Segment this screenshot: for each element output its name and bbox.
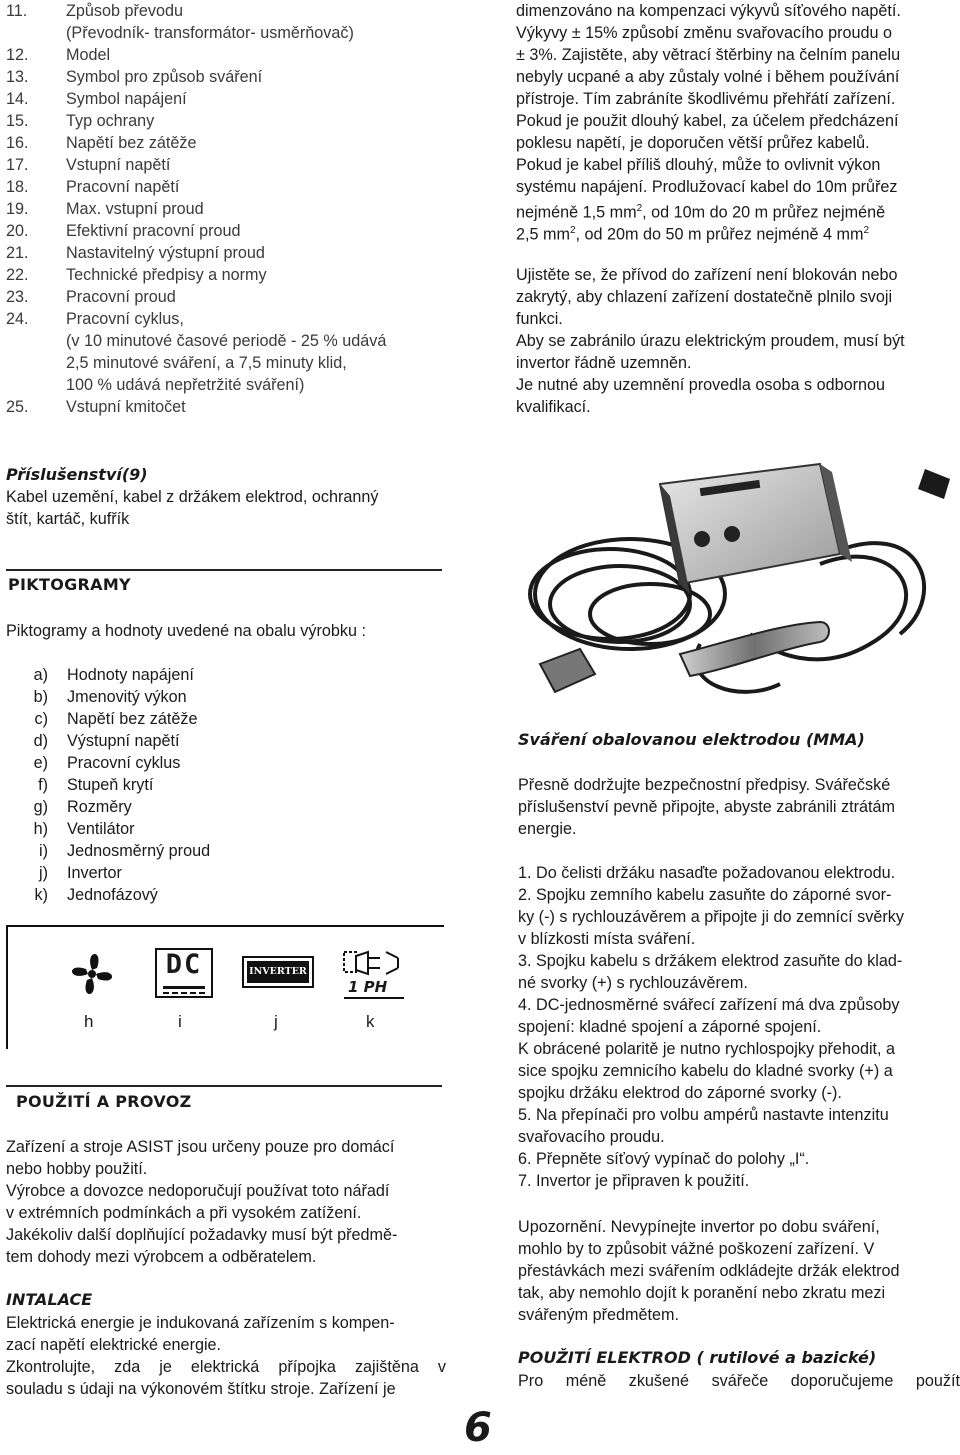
text-line: spojení: kladné spojení a záporné spojení. [518, 1018, 822, 1036]
single-phase-label: 1 PH [348, 978, 388, 996]
spec-list-item [6, 44, 446, 66]
spec-list-text: Napětí bez zátěže [66, 134, 197, 152]
cable-line-1: nejméně 1,5 $mm^2$, od 10m do 20 m průřez nejméně [516, 203, 886, 222]
spec-list-text: 100 % udává nepřetržité sváření) [66, 376, 305, 394]
text-line: přestávkách mezi svářením odkládejte držák elektrod [518, 1262, 900, 1280]
pictogram-description: Stupeň krytí [67, 776, 154, 794]
safety-text [516, 264, 959, 418]
text-line: sice spojku zemnicího kabelu do kladné svorky (+) a [518, 1062, 893, 1080]
spec-list-number: 17. [6, 156, 29, 174]
text-line: svářeným předmětem. [518, 1306, 680, 1324]
text-line: 3. Spojku kabelu s držákem elektrod zasuňte do klad- [518, 952, 903, 970]
page-number: 6 [464, 1405, 492, 1451]
text-line: né svorky (+) s rychlouzávěrem. [518, 974, 748, 992]
text-line: systému napájení. Prodlužovací kabel do 10m průřez [516, 178, 898, 196]
text-line: 5. Na přepínači pro volbu ampérů nastavte intenzitu [518, 1106, 889, 1124]
accessories-heading: Příslušenství(9) [6, 465, 148, 484]
text-line: Přesně dodržujte bezpečnostní předpisy. Svářečské [518, 776, 891, 794]
spec-list-number: 12. [6, 46, 29, 64]
spec-list-number: 13. [6, 68, 29, 86]
install-text: Elektrická energie je indukovaná zařízením s kompen- zací napětí elektrické energie. Zkontrolujte, zda je elektrická přípojka zajištěna v souladu s údaji na výkonovém štítku stroje. Zařízení je [6, 1314, 446, 1398]
text-line: funkci. [516, 310, 563, 328]
pictogram-letter: f) [38, 776, 48, 794]
pictogram-list-item [6, 818, 306, 840]
pictogram-letter: e) [33, 754, 48, 772]
spec-list-item [6, 154, 446, 176]
pictogram-description: Jednosměrný proud [67, 842, 211, 860]
spec-list-number: 23. [6, 288, 29, 306]
text-line: energie. [518, 820, 577, 838]
text-line: Aby se zabránilo úrazu elektrickým proudem, musí být [516, 332, 905, 350]
pictogram-list-item [6, 884, 306, 906]
pictogram-letter: k) [34, 886, 48, 904]
spec-list-text: Symbol pro způsob sváření [66, 68, 263, 86]
install-heading: INTALACE [6, 1290, 93, 1309]
spec-list-item [6, 132, 446, 154]
mains-text [516, 0, 959, 198]
pictogram-description: Napětí bez zátěže [67, 710, 198, 728]
pictogram-description: Rozměry [67, 798, 132, 816]
pictogram-letter: a) [33, 666, 48, 684]
text-line: svařovacího proudu. [518, 1128, 665, 1146]
pictogram-letter: i) [39, 842, 48, 860]
spec-list-number: 15. [6, 112, 29, 130]
spec-list-text: Pracovní proud [66, 288, 176, 306]
pictogram-description: Pracovní cyklus [67, 754, 181, 772]
spec-list-item [6, 110, 446, 132]
spec-list-number: 18. [6, 178, 29, 196]
pictogram-letter: g) [33, 798, 48, 816]
text-line: mohlo by to způsobit vážné poškození zařízení. V [518, 1240, 875, 1258]
spec-list-number: 22. [6, 266, 29, 284]
spec-list-text: 2,5 minutové sváření, a 7,5 minuty klid, [66, 354, 347, 372]
mma-heading: Sváření obalovanou elektrodou (MMA) [518, 730, 865, 749]
inverter-welder-photo [520, 444, 960, 716]
pictogram-description: Hodnoty napájení [67, 666, 194, 684]
use-heading: POUŽITÍ A PROVOZ [16, 1092, 192, 1111]
spec-list-number: 14. [6, 90, 29, 108]
accessories-text: Kabel uzemění, kabel z držákem elektrod, ochranný štít, kartáč, kufřík [6, 488, 379, 528]
pictogram-list-item [6, 840, 306, 862]
pict-letter-h: h [84, 1012, 94, 1031]
pictogram-list-item [6, 664, 306, 686]
text-line: ky (-) s rychlouzávěrem a připojte ji do zemnící svěrky [518, 908, 904, 926]
spec-list-number: 21. [6, 244, 29, 262]
text-line: Pokud je použit dlouhý kabel, za účelem předcházení [516, 112, 899, 130]
text-line: Upozornění. Nevypínejte invertor po dobu sváření, [518, 1218, 880, 1236]
pictogram-description: Jednofázový [67, 886, 158, 904]
spec-list-text: (Převodník- transformátor- usměrňovač) [66, 24, 354, 42]
pict-letter-i: i [178, 1012, 182, 1031]
pictogram-list [6, 664, 306, 906]
pictogram-description: Invertor [67, 864, 122, 882]
pictogram-list-item [6, 862, 306, 884]
spec-list-text: Vstupní napětí [66, 156, 171, 174]
spec-list-text: Způsob převodu [66, 2, 183, 20]
pictogram-list-item [6, 730, 306, 752]
spec-list-item [6, 220, 446, 242]
pictogram-list-item [6, 708, 306, 730]
spec-list-number: 24. [6, 310, 29, 328]
pictogram-letter: h) [33, 820, 48, 838]
text-line: spojku držáku elektrod do záporné svorky (-). [518, 1084, 842, 1102]
spec-list-item [6, 286, 446, 308]
spec-list-number: 19. [6, 200, 29, 218]
spec-list-number: 20. [6, 222, 29, 240]
spec-list-number: 25. [6, 398, 29, 416]
cable-line-2: 2,5 $mm^2$, od 20m do 50 m průřez nejméně 4 $mm^2$ [516, 225, 870, 244]
spec-list-item [6, 176, 446, 198]
dc-current-icon: DC [155, 948, 213, 998]
spec-list-item [6, 88, 446, 110]
pictogram-description: Výstupní napětí [67, 732, 180, 750]
mma-intro-text [518, 774, 960, 840]
spec-list-text: Technické předpisy a normy [66, 266, 267, 284]
spec-list-item [6, 66, 446, 88]
pictograms-intro: Piktogramy a hodnoty uvedené na obalu výrobku : [6, 622, 366, 640]
text-line: 4. DC-jednosměrné svářecí zařízení má dva způsoby [518, 996, 900, 1014]
text-line: Ujistěte se, že přívod do zařízení není blokován nebo [516, 266, 898, 284]
spec-list-text: Pracovní cyklus, [66, 310, 184, 328]
text-line: ± 3%. Zajistěte, aby větrací štěrbiny na čelním panelu [516, 46, 901, 64]
pict-letter-k: k [366, 1012, 375, 1031]
spec-list-text: (v 10 minutové časové periodě - 25 % udává [66, 332, 387, 350]
pictogram-letter: d) [33, 732, 48, 750]
text-line: nebyly ucpané a aby zůstaly volné i během používání [516, 68, 900, 86]
spec-list-number: 11. [6, 2, 28, 20]
fan-icon [64, 946, 120, 1002]
text-line: v blízkosti místa sváření. [518, 930, 696, 948]
text-line: Je nutné aby uzemnění provedla osoba s odbornou [516, 376, 885, 394]
text-line: poklesu napětí, je doporučen větší průřez kabelů. [516, 134, 870, 152]
pictogram-list-item [6, 774, 306, 796]
pictogram-letter: j) [39, 864, 48, 882]
mma-steps [518, 862, 960, 1192]
pictogram-list-item [6, 796, 306, 818]
pictogram-list-item [6, 686, 306, 708]
spec-list-item [6, 242, 446, 264]
electrode-heading: POUŽITÍ ELEKTROD ( rutilové a bazické) [518, 1348, 877, 1367]
spec-list-text: Pracovní napětí [66, 178, 180, 196]
spec-list-text: Model [66, 46, 111, 64]
text-line: zakrytý, aby chlazení zařízení dostatečně plnilo svoji [516, 288, 893, 306]
spec-list-text: Vstupní kmitočet [66, 398, 186, 416]
text-line: Výkyvy ± 15% způsobí změnu svařovacího proudu o [516, 24, 892, 42]
text-line: 1. Do čelisti držáku nasaďte požadovanou elektrodu. [518, 864, 896, 882]
pictogram-list-item [6, 752, 306, 774]
spec-list-text: Symbol napájení [66, 90, 187, 108]
text-line: 2. Spojku zemního kabelu zasuňte do záporné svor- [518, 886, 892, 904]
spec-list-text: Nastavitelný výstupní proud [66, 244, 265, 262]
spec-list-text: Typ ochrany [66, 112, 155, 130]
pictogram-letter: c) [34, 710, 48, 728]
spec-list-item [6, 308, 446, 396]
spec-list-item [6, 396, 446, 418]
text-line: příslušenství pevně připojte, abyste zabránili ztrátám [518, 798, 895, 816]
spec-list-text: Efektivní pracovní proud [66, 222, 241, 240]
electrode-text: Pro méně zkušené svářeče doporučujeme použít [518, 1372, 960, 1390]
text-line: dimenzováno na kompenzaci výkyvů síťového napětí. [516, 2, 901, 20]
spec-list [6, 0, 446, 418]
pictogram-letter: b) [33, 688, 48, 706]
text-line: Pokud je kabel příliš dlouhý, může to ovlivnit výkon [516, 156, 881, 174]
inverter-icon: INVERTER [242, 956, 314, 988]
spec-list-number: 16. [6, 134, 29, 152]
text-line: přístroje. Tím zabráníte škodlivému přehřátí zařízení. [516, 90, 896, 108]
warning-text [518, 1216, 960, 1326]
text-line: kvalifikací. [516, 398, 591, 416]
pictogram-description: Jmenovitý výkon [67, 688, 187, 706]
text-line: invertor řádně uzemněn. [516, 354, 692, 372]
divider [6, 569, 442, 571]
use-text: Zařízení a stroje ASIST jsou určeny pouze pro domácí nebo hobby použití. Výrobce a dovozce nedoporučují používat toto nářadí v extrémních podmínkách a při vysokém zatížení. Jakékoliv další doplňující požadavky musí být předmě- tem dohody mezi výrobcem a odběratelem. [6, 1138, 398, 1266]
pictograms-heading: PIKTOGRAMY [8, 575, 131, 594]
divider [6, 1085, 442, 1087]
spec-list-item [6, 264, 446, 286]
text-line: tak, aby nemohlo dojít k poranění nebo zkratu mezi [518, 1284, 886, 1302]
pictogram-description: Ventilátor [67, 820, 135, 838]
spec-list-text: Max. vstupní proud [66, 200, 204, 218]
text-line: 7. Invertor je připraven k použití. [518, 1172, 750, 1190]
spec-list-item [6, 198, 446, 220]
pict-letter-j: j [274, 1012, 278, 1031]
text-line: K obrácené polaritě je nutno rychlospojky přehodit, a [518, 1040, 896, 1058]
spec-list-item [6, 0, 446, 44]
text-line: 6. Přepněte síťový vypínač do polohy „I“. [518, 1150, 810, 1168]
